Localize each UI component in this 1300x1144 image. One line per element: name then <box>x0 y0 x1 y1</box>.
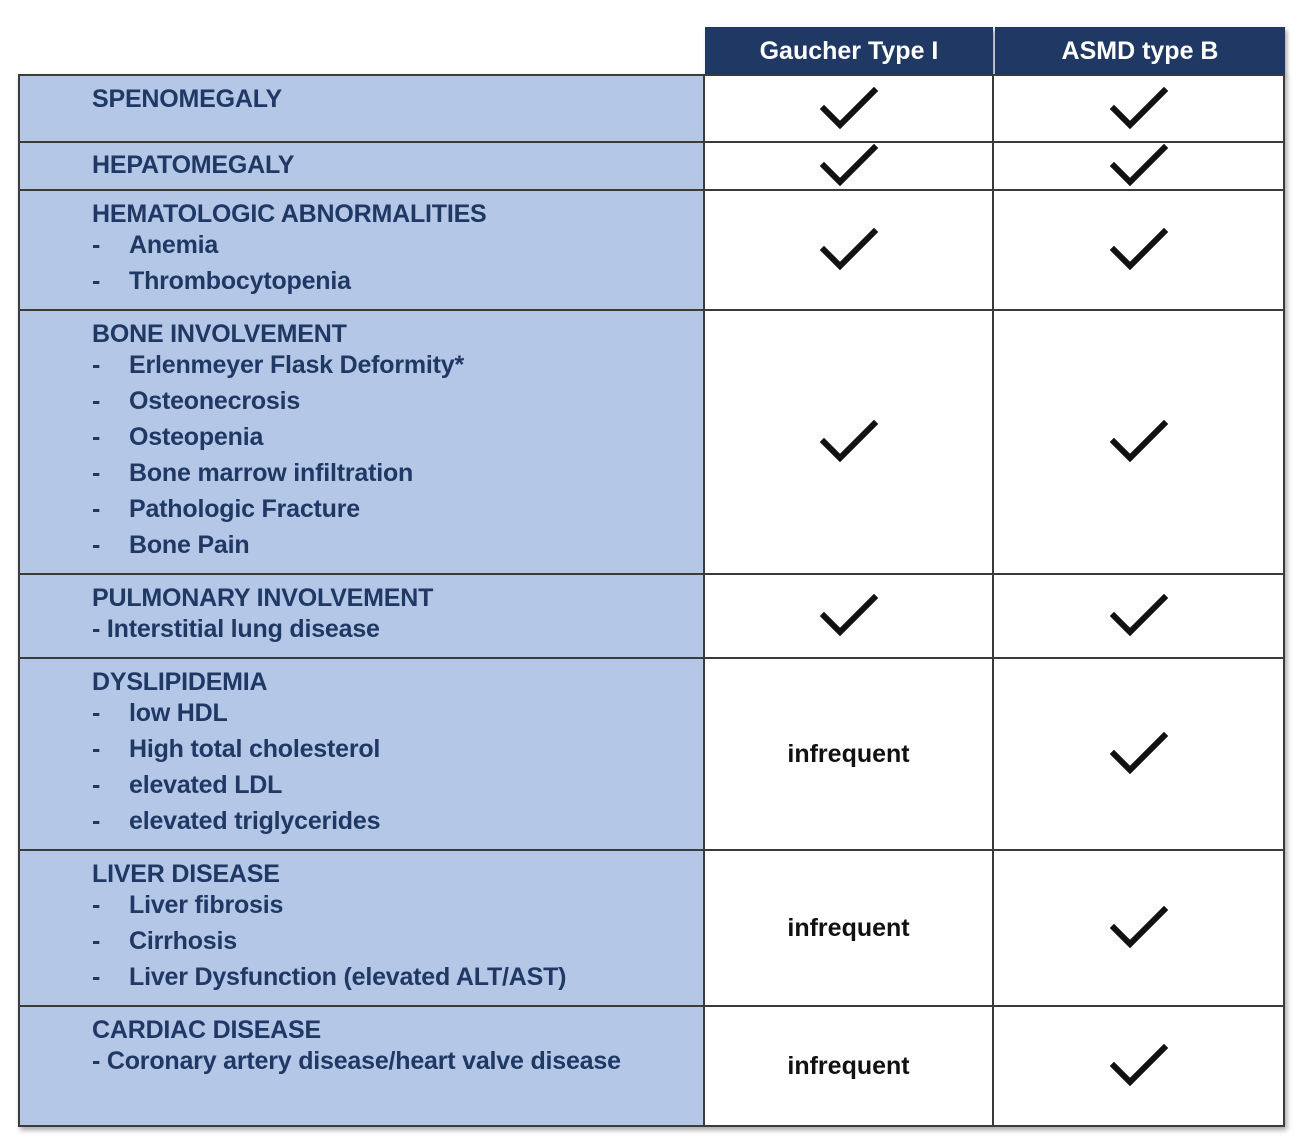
gaucher-value-cell <box>705 191 994 309</box>
row-label-cell <box>18 851 705 1005</box>
gaucher-value-cell <box>705 76 994 141</box>
list-item-text: High total cholesterol <box>129 735 381 763</box>
list-item-text: Anemia <box>129 231 219 259</box>
list-dash: - <box>92 351 101 379</box>
list-dash: - <box>92 387 101 415</box>
table-row <box>18 141 1285 189</box>
checkmark-icon <box>820 144 878 188</box>
row-heading: SPENOMEGALY <box>92 85 282 113</box>
table-body <box>18 74 1285 1127</box>
list-item-text: Osteonecrosis <box>129 387 301 415</box>
checkmark-icon <box>820 594 878 638</box>
list-dash: - <box>92 771 101 799</box>
list-dash: - <box>92 963 101 991</box>
list-item <box>92 887 703 923</box>
checkmark-icon <box>1110 594 1168 638</box>
asmd-value-cell <box>994 575 1285 657</box>
checkmark-icon <box>1110 420 1168 464</box>
gaucher-value-cell <box>705 143 994 189</box>
list-item <box>92 227 703 263</box>
list-item-text: Bone marrow infiltration <box>129 459 414 487</box>
row-label-cell <box>18 659 705 849</box>
list-item <box>92 923 703 959</box>
gaucher-value-cell <box>705 659 994 849</box>
row-heading: LIVER DISEASE <box>92 860 280 888</box>
gaucher-value-cell <box>705 575 994 657</box>
row-subline: - Coronary artery disease/heart valve disease <box>92 1047 621 1075</box>
table-row <box>18 849 1285 1005</box>
row-heading: HEMATOLOGIC ABNORMALITIES <box>92 200 487 228</box>
infrequent-label: infrequent <box>787 913 910 942</box>
row-heading: CARDIAC DISEASE <box>92 1016 321 1044</box>
list-item <box>92 419 703 455</box>
list-dash: - <box>92 531 101 559</box>
list-item <box>92 527 703 563</box>
table-row <box>18 573 1285 657</box>
checkmark-icon <box>1110 1044 1168 1088</box>
list-dash: - <box>92 891 101 919</box>
asmd-value-cell <box>994 143 1285 189</box>
list-item <box>92 767 703 803</box>
row-heading: BONE INVOLVEMENT <box>92 320 347 348</box>
checkmark-icon <box>820 420 878 464</box>
row-label-cell <box>18 1007 705 1125</box>
list-item <box>92 695 703 731</box>
asmd-value-cell <box>994 659 1285 849</box>
list-item <box>92 263 703 299</box>
asmd-value-cell <box>994 191 1285 309</box>
list-item-text: Liver Dysfunction (elevated ALT/AST) <box>129 963 567 991</box>
list-item-text: Bone Pain <box>129 531 250 559</box>
row-heading: HEPATOMEGALY <box>92 151 295 179</box>
table-row <box>18 657 1285 849</box>
list-item <box>92 491 703 527</box>
asmd-value-cell <box>994 1007 1285 1125</box>
row-label-cell <box>18 191 705 309</box>
table-row <box>18 1005 1285 1127</box>
list-dash: - <box>92 459 101 487</box>
list-item <box>92 347 703 383</box>
gaucher-value-cell <box>705 1007 994 1125</box>
column-header-asmd: ASMD type B <box>995 27 1285 75</box>
list-dash: - <box>92 735 101 763</box>
infrequent-label: infrequent <box>787 1051 910 1080</box>
row-heading: PULMONARY INVOLVEMENT <box>92 584 434 612</box>
list-dash: - <box>92 495 101 523</box>
checkmark-icon <box>1110 144 1168 188</box>
list-item <box>92 455 703 491</box>
row-label-cell <box>18 575 705 657</box>
list-item-text: Erlenmeyer Flask Deformity* <box>129 351 465 379</box>
asmd-value-cell <box>994 311 1285 573</box>
list-item-text: elevated triglycerides <box>129 807 381 835</box>
list-item-text: elevated LDL <box>129 771 283 799</box>
checkmark-icon <box>1110 87 1168 131</box>
list-item <box>92 731 703 767</box>
table-row <box>18 189 1285 309</box>
list-item-text: Thrombocytopenia <box>129 267 351 295</box>
list-item <box>92 959 703 995</box>
checkmark-icon <box>820 228 878 272</box>
row-heading: DYSLIPIDEMIA <box>92 668 268 696</box>
list-item-text: Osteopenia <box>129 423 264 451</box>
row-subline: - Interstitial lung disease <box>92 615 380 643</box>
list-item-text: Cirrhosis <box>129 927 237 955</box>
list-dash: - <box>92 423 101 451</box>
checkmark-icon <box>1110 732 1168 776</box>
list-item-text: Pathologic Fracture <box>129 495 360 523</box>
list-item-text: Liver fibrosis <box>129 891 284 919</box>
table-row <box>18 309 1285 573</box>
row-label-cell <box>18 143 705 189</box>
column-header-gaucher: Gaucher Type I <box>705 27 993 75</box>
checkmark-icon <box>1110 228 1168 272</box>
gaucher-value-cell <box>705 311 994 573</box>
asmd-value-cell <box>994 76 1285 141</box>
list-item <box>92 383 703 419</box>
asmd-value-cell <box>994 851 1285 1005</box>
list-dash: - <box>92 807 101 835</box>
gaucher-value-cell <box>705 851 994 1005</box>
row-label-cell <box>18 76 705 141</box>
list-dash: - <box>92 267 101 295</box>
table-row <box>18 74 1285 141</box>
row-label-cell <box>18 311 705 573</box>
checkmark-icon <box>1110 906 1168 950</box>
infrequent-label: infrequent <box>787 739 910 768</box>
list-dash: - <box>92 699 101 727</box>
list-dash: - <box>92 927 101 955</box>
list-item-text: low HDL <box>129 699 228 727</box>
list-dash: - <box>92 231 101 259</box>
checkmark-icon <box>820 87 878 131</box>
list-item <box>92 803 703 839</box>
